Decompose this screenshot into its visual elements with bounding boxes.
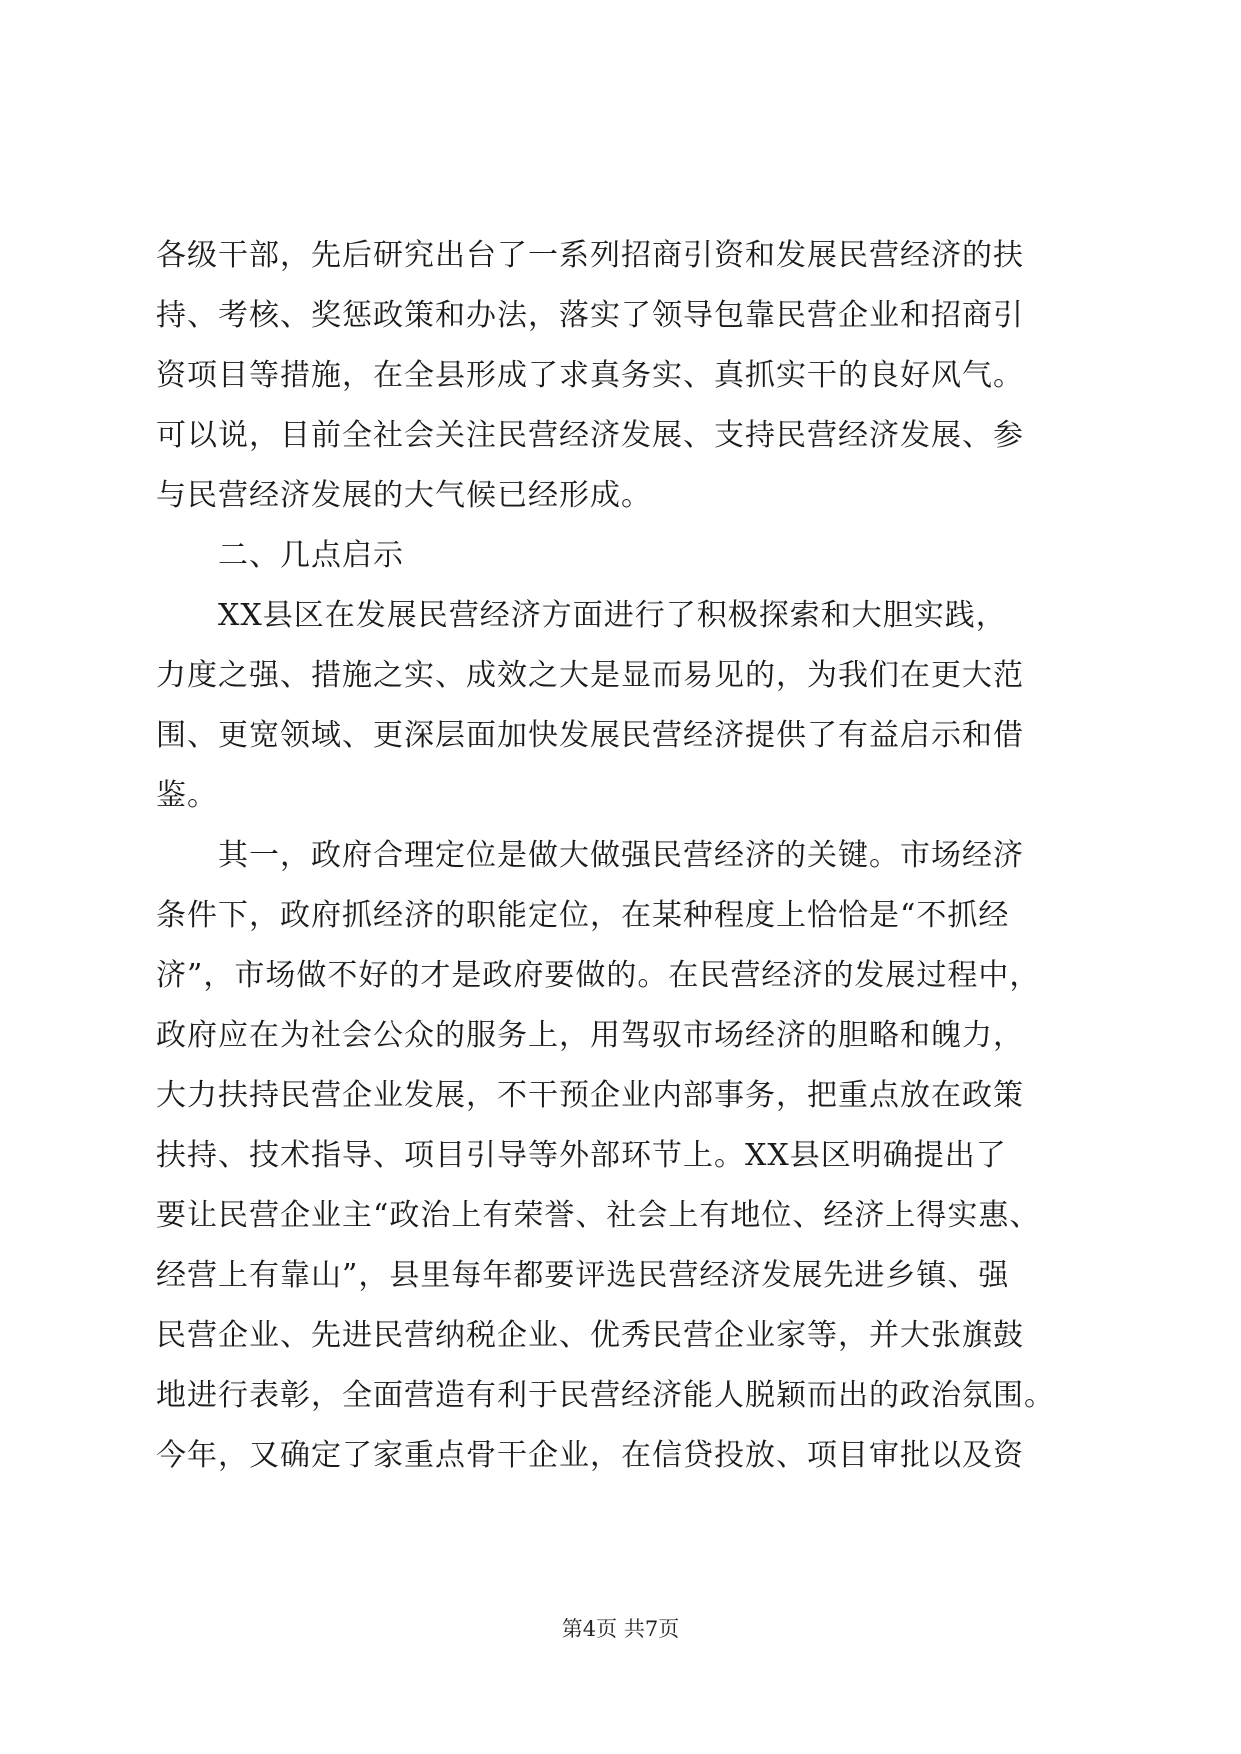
page-number-label: 第4页 共7页 — [561, 1617, 680, 1641]
text-line: 力度之强、措施之实、成效之大是显而易见的，为我们在更大范 — [156, 658, 1024, 693]
text-line: 要让民营企业主“政治上有荣誉、社会上有地位、经济上得实惠、 — [156, 1198, 1041, 1233]
text-line: 政府应在为社会公众的服务上，用驾驭市场经济的胆略和魄力， — [156, 1018, 1024, 1053]
text-line: 可以说，目前全社会关注民营经济发展、支持民营经济发展、参 — [156, 418, 1024, 453]
text-line: 其一，政府合理定位是做大做强民营经济的关键。市场经济 — [156, 838, 1024, 873]
text-line: 条件下，政府抓经济的职能定位，在某种程度上恰恰是“不抓经 — [156, 898, 1010, 933]
text-line: 与民营经济发展的大气候已经形成。 — [156, 478, 652, 513]
page-footer — [0, 1614, 1241, 1644]
text-line: 持、考核、奖惩政策和办法，落实了领导包靠民营企业和招商引 — [156, 298, 1024, 333]
document-body — [156, 226, 1086, 1486]
text-line: 经营上有靠山”，县里每年都要评选民营经济发展先进乡镇、强 — [156, 1258, 1010, 1293]
text-line: 围、更宽领域、更深层面加快发展民营经济提供了有益启示和借 — [156, 718, 1024, 753]
text-line: 济”，市场做不好的才是政府要做的。在民营经济的发展过程中， — [156, 958, 1041, 993]
text-line: 各级干部，先后研究出台了一系列招商引资和发展民营经济的扶 — [156, 238, 1024, 273]
text-line: XX县区在发展民营经济方面进行了积极探索和大胆实践， — [156, 598, 1007, 633]
text-line: 民营企业、先进民营纳税企业、优秀民营企业家等，并大张旗鼓 — [156, 1318, 1024, 1353]
text-line: 大力扶持民营企业发展，不干预企业内部事务，把重点放在政策 — [156, 1078, 1024, 1113]
text-line: 地进行表彰，全面营造有利于民营经济能人脱颖而出的政治氛围。 — [156, 1378, 1055, 1413]
text-line: 鉴。 — [156, 778, 218, 813]
section-heading: 二、几点启示 — [156, 538, 404, 573]
text-line: 扶持、技术指导、项目引导等外部环节上。XX县区明确提出了 — [156, 1138, 1007, 1173]
text-line: 资项目等措施，在全县形成了求真务实、真抓实干的良好风气。 — [156, 358, 1024, 393]
text-line: 今年，又确定了家重点骨干企业，在信贷投放、项目审批以及资 — [156, 1438, 1024, 1473]
